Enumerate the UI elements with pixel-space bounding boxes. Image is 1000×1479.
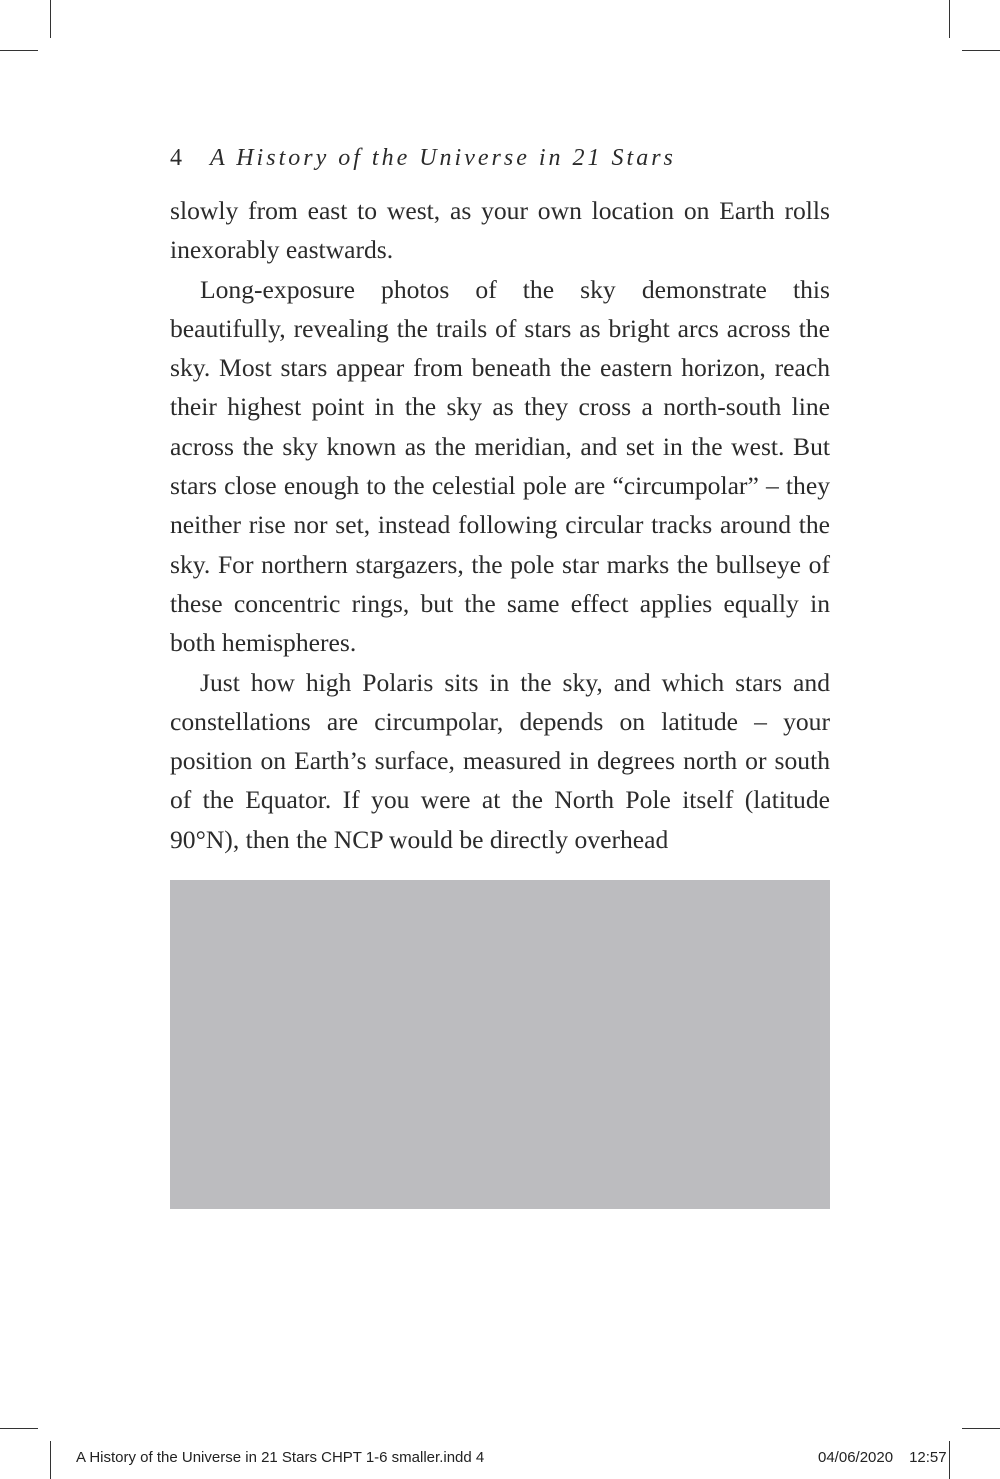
crop-mark-top-right xyxy=(949,0,950,38)
figure-placeholder xyxy=(170,880,830,1209)
crop-mark-bottom-left xyxy=(50,1441,51,1479)
running-head xyxy=(170,140,676,176)
crop-mark-top-left-h xyxy=(0,50,38,51)
slug-file-info: A History of the Universe in 21 Stars CHPT 1-6 smaller.indd 4 xyxy=(76,1449,485,1466)
book-title: A History of the Universe in 21 Stars xyxy=(210,145,676,171)
paragraph-polaris-latitude: Just how high Polaris sits in the sky, and which stars and constellations are circumpolar, depends on latitude – your position on Earth’s surface, measured in degrees north or south of the Equator. If you were at the North Pole itself (latitude 90°N), then the NCP would be directly overhead xyxy=(170,667,830,854)
crop-mark-bottom-right xyxy=(949,1441,950,1479)
paragraph-long-exposure: Long-exposure photos of the sky demonstrate this beautifully, revealing the trails of stars as bright arcs across the sky. Most stars appear from beneath the eastern horizon, reach their highest point in the sky as they cross a north-south line across the sky known as the meridian, and set in the west. But stars close enough to the celestial pole are “circumpolar” – they neither rise nor set, instead following circular tracks around the sky. For northern stargazers, the pole star marks the bullseye of these concentric rings, but the same effect applies equally in both hemispheres. xyxy=(170,274,830,658)
crop-mark-top-right-h xyxy=(962,50,1000,51)
crop-mark-bottom-left-h xyxy=(0,1428,38,1429)
slug-time: 12:57 xyxy=(909,1449,947,1466)
crop-mark-top-left xyxy=(50,0,51,38)
body-text xyxy=(170,191,830,859)
slug-timestamp xyxy=(818,1448,947,1468)
crop-mark-bottom-right-h xyxy=(962,1428,1000,1429)
page-number: 4 xyxy=(170,145,182,171)
slug-date: 04/06/2020 xyxy=(818,1449,894,1466)
paragraph-continuation: slowly from east to west, as your own location on Earth rolls inexorably eastwards. xyxy=(170,196,830,265)
